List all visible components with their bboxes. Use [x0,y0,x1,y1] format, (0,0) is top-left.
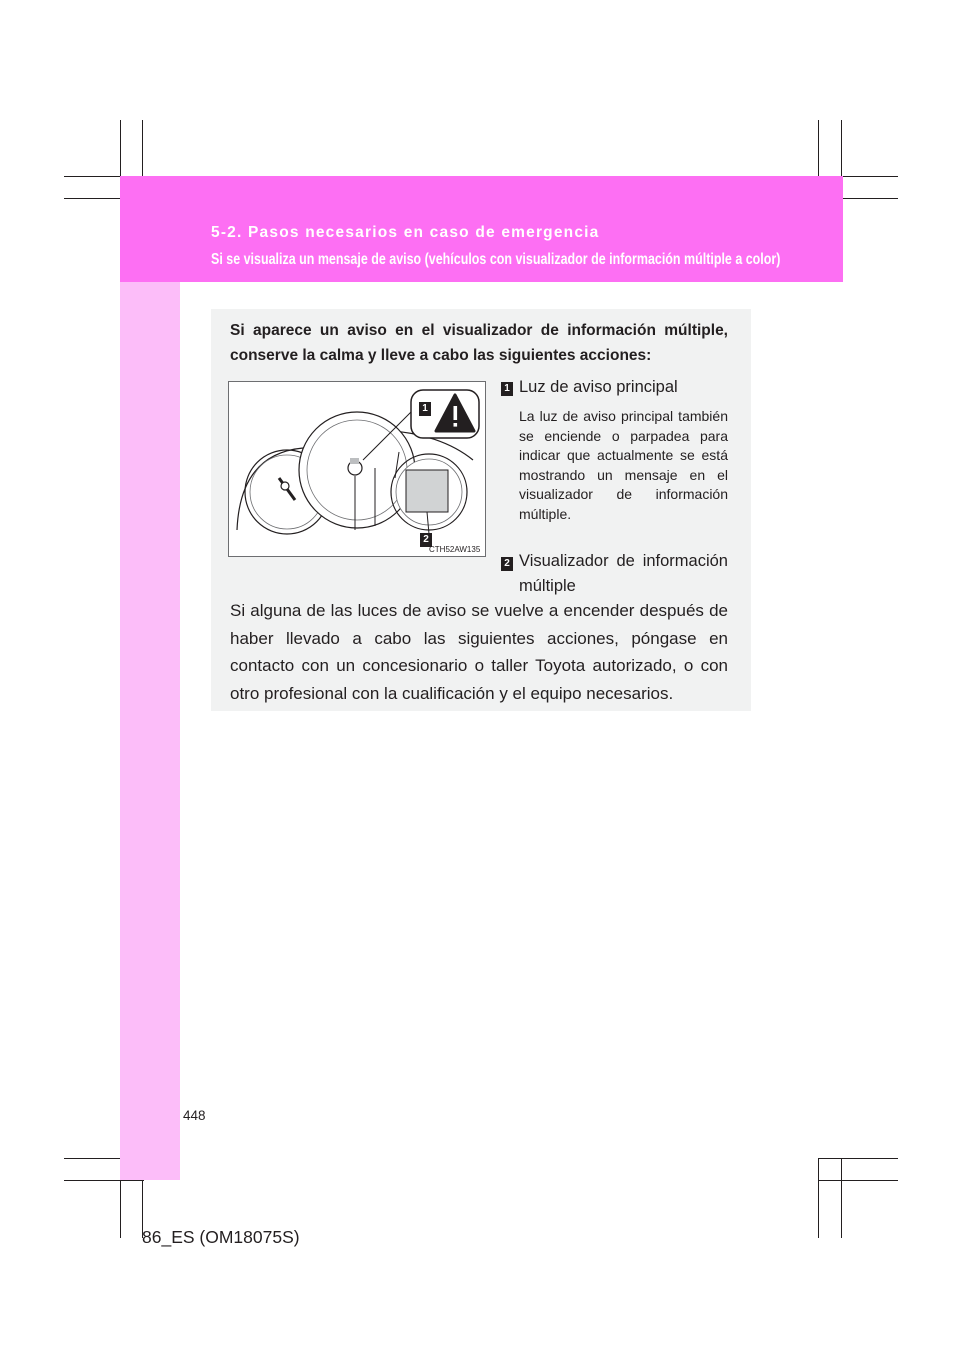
document-code: 86_ES (OM18075S) [142,1227,300,1247]
page-subtitle: Si se visualiza un mensaje de aviso (vehículos con visualizador de información múltiple a color) [211,251,781,268]
section-title: 5-2. Pasos necesarios en caso de emergencia [211,224,600,241]
instrument-cluster-figure [228,381,486,557]
crop-mark [818,1180,898,1181]
page-sidebar-band [120,176,180,1180]
page-number: 448 [183,1108,206,1123]
item-number-2: 2 [501,557,513,571]
item-number-1: 1 [501,382,513,396]
crop-mark [64,1180,144,1181]
item-description-1: La luz de aviso principal también se enciende o parpadea para indicar que actualmente se está mostrando un mensaje en el visualizador de información múltiple. [519,408,728,522]
item-title-2: Visualizador de información múltiple [519,552,728,595]
crop-mark [818,1158,819,1238]
crop-mark [841,1158,842,1238]
item-title-1: Luz de aviso principal [519,378,678,396]
crop-mark [818,1158,898,1159]
figure-callout-1: 1 [419,402,431,416]
figure-callout-2: 2 [420,533,432,547]
closing-text: Si alguna de las luces de aviso se vuelve a encender después de haber llevado a cabo las siguientes acciones, póngase en contacto con un concesionario o taller Toyota autorizado, o con otro profesional con la cualificación y el equipo necesarios. [230,601,728,703]
figure-code: CTH52AW135 [429,545,481,554]
intro-text: Si aparece un aviso en el visualizador de información múltiple, conserve la calma y lleve a cabo las siguientes acciones: [230,322,728,364]
